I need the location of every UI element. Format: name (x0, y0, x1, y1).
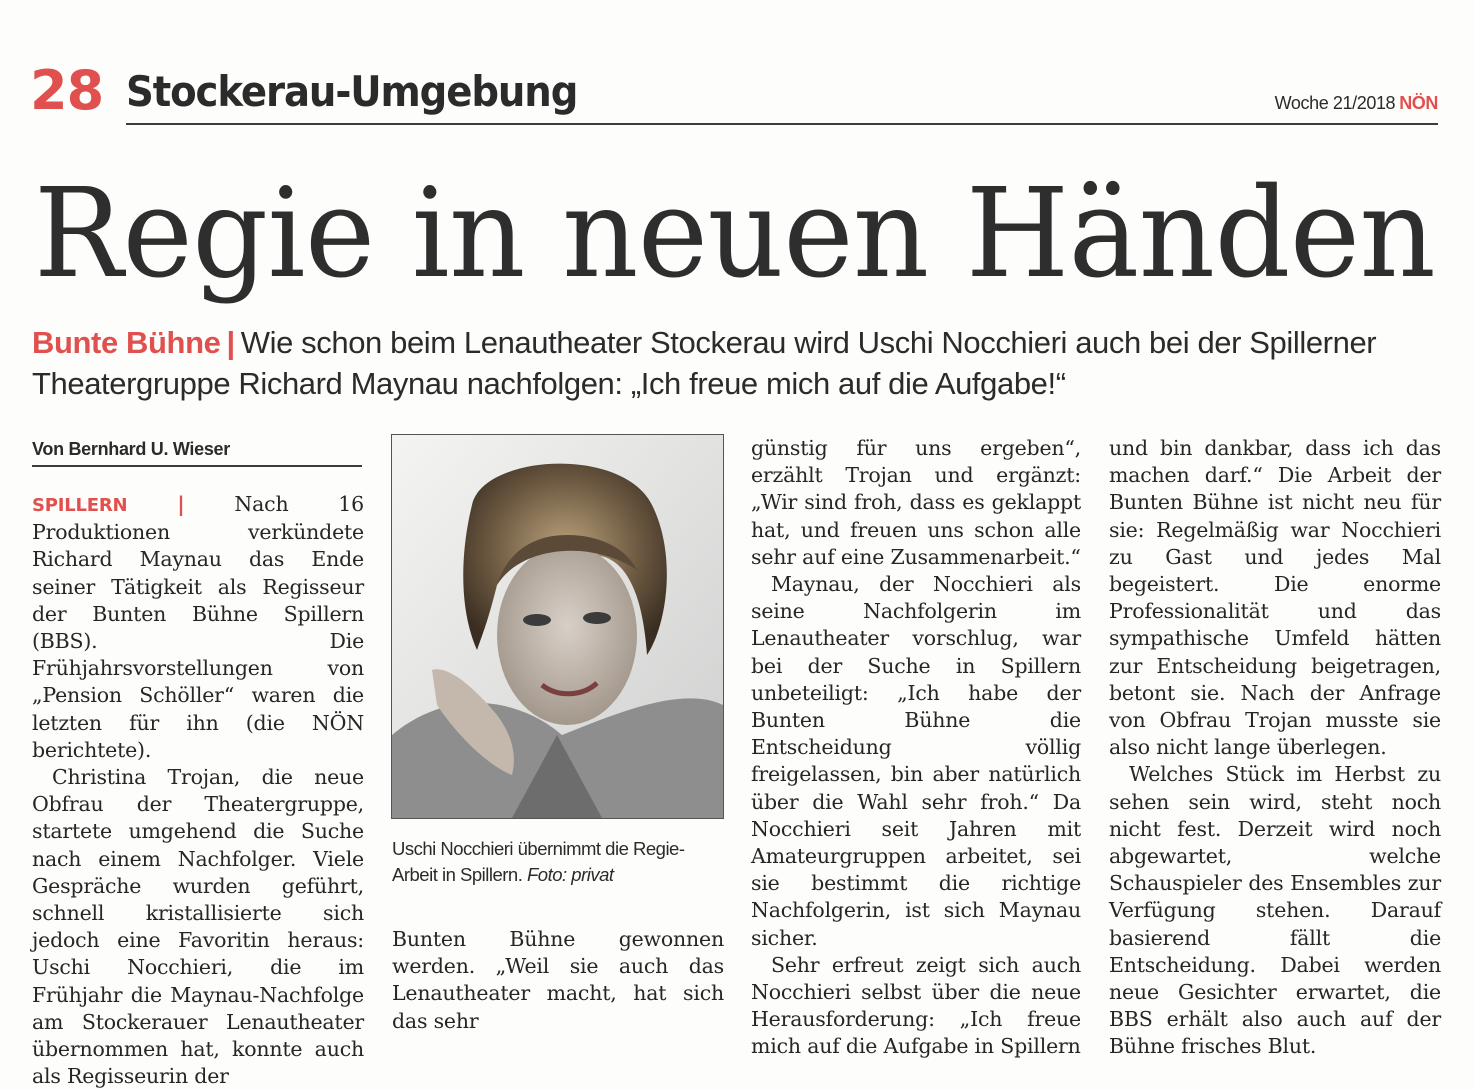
lead (32, 322, 1442, 404)
article-column-3 (751, 435, 1081, 1061)
byline: Von Bernhard U. Wieser (32, 439, 362, 467)
issue-week: Woche 21/2018 (1274, 93, 1396, 113)
paragraph-2: Christina Trojan, die neue Obfrau der Theatergruppe, startete umgehend die Suche nach einem Nachfolger. Viele Gespräche wurden geführt, schnell kristallisierte sich jedoch eine Favoritin heraus: Uschi Nocchieri, die im Frühjahr die Maynau-Nachfolge am Stockerauer Lenautheater übernommen hat, konnte auch als Regisseurin der (32, 765, 364, 1089)
issue-info (1275, 94, 1438, 112)
section-title: Stockerau-Umgebung (126, 67, 578, 116)
page-number: 28 (30, 59, 104, 122)
paragraph-5: Welches Stück im Herbst zu sehen sein wird, steht noch nicht fest. Derzeit wird noch abgewartet, welche Schauspieler des Ensembles zur Verfügung stehen. Darauf basierend fällt die Entscheidung. Dabei werden neue Gesichter erwartet, die BBS erhält also auch auf der Bühne frisches Blut. (1109, 762, 1441, 1059)
paragraph-2-continued: Bunten Bühne gewonnen werden. „Weil sie auch das Lenautheater macht, hat sich das sehr (392, 927, 724, 1033)
paragraph-1-text: Nach 16 Produktionen verkündete Richard Maynau das Ende seiner Tätigkeit als Regisseur der Bunten Bühne Spillern (BBS). Die Frühjahrsvorstellungen von „Pension Schöller“ waren die letzten für ihn (die NÖN berichtete). (32, 492, 364, 762)
paragraph-2-end: günstig für uns ergeben“, erzählt Trojan und ergänzt: „Wir sind froh, dass es geklappt hat, und freuen uns schon alle sehr auf eine Zusammenarbeit.“ (751, 436, 1081, 569)
brand-logo: NÖN (1399, 93, 1438, 113)
portrait-illustration (392, 435, 723, 818)
article-column-1 (32, 491, 364, 1090)
lead-text: Wie schon beim Lenautheater Stockerau wird Uschi Nocchieri auch bei der Spillerner Theatergruppe Richard Maynau nachfolgen: „Ich freue mich auf die Aufgabe!“ (32, 325, 1377, 401)
lead-separator: | (226, 325, 235, 360)
lead-kicker: Bunte Bühne (32, 325, 221, 360)
paragraph-1 (32, 491, 364, 764)
headline: Regie in neuen Händen (34, 162, 1436, 306)
caption-text: Uschi Nocchieri übernimmt die Regie-Arbeit in Spillern. (392, 838, 685, 885)
paragraph-4-continued: und bin dankbar, dass ich das machen darf.“ Die Arbeit der Bunten Bühne ist nicht neu für sie: Regelmäßig war Nocchieri zu Gast und jedes Mal begeistert. Die enorme Professionalität und das sympathische Umfeld hätten zur Entscheidung beigetragen, betont sie. Nach der Anfrage von Obfrau Trojan musste sie also nicht lange überlegen. (1109, 436, 1441, 760)
portrait-photo (391, 434, 724, 819)
header-rule (126, 123, 1438, 125)
dateline-separator: | (177, 492, 185, 516)
paragraph-3: Maynau, der Nocchieri als seine Nachfolgerin im Lenautheater vorschlug, war bei der Suche in Spillern unbeteiligt: „Ich habe der Bunten Bühne die Entscheidung völlig freigelassen, bin aber natürlich über die Wahl sehr froh.“ Da Nocchieri seit Jahren mit Amateurgruppen arbeitet, sei sie bestimmt die richtige Nachfolgerin, ist sich Maynau sicher. (751, 572, 1081, 950)
dateline: SPILLERN (32, 495, 128, 516)
paragraph-4: Sehr erfreut zeigt sich auch Nocchieri selbst über die neue Herausforderung: „Ich freue mich auf die Aufgabe in Spillern (751, 952, 1081, 1059)
photo-caption (392, 836, 727, 888)
photo-credit: Foto: privat (526, 864, 614, 885)
article-column-4 (1109, 435, 1441, 1061)
article-column-2 (392, 926, 724, 1035)
